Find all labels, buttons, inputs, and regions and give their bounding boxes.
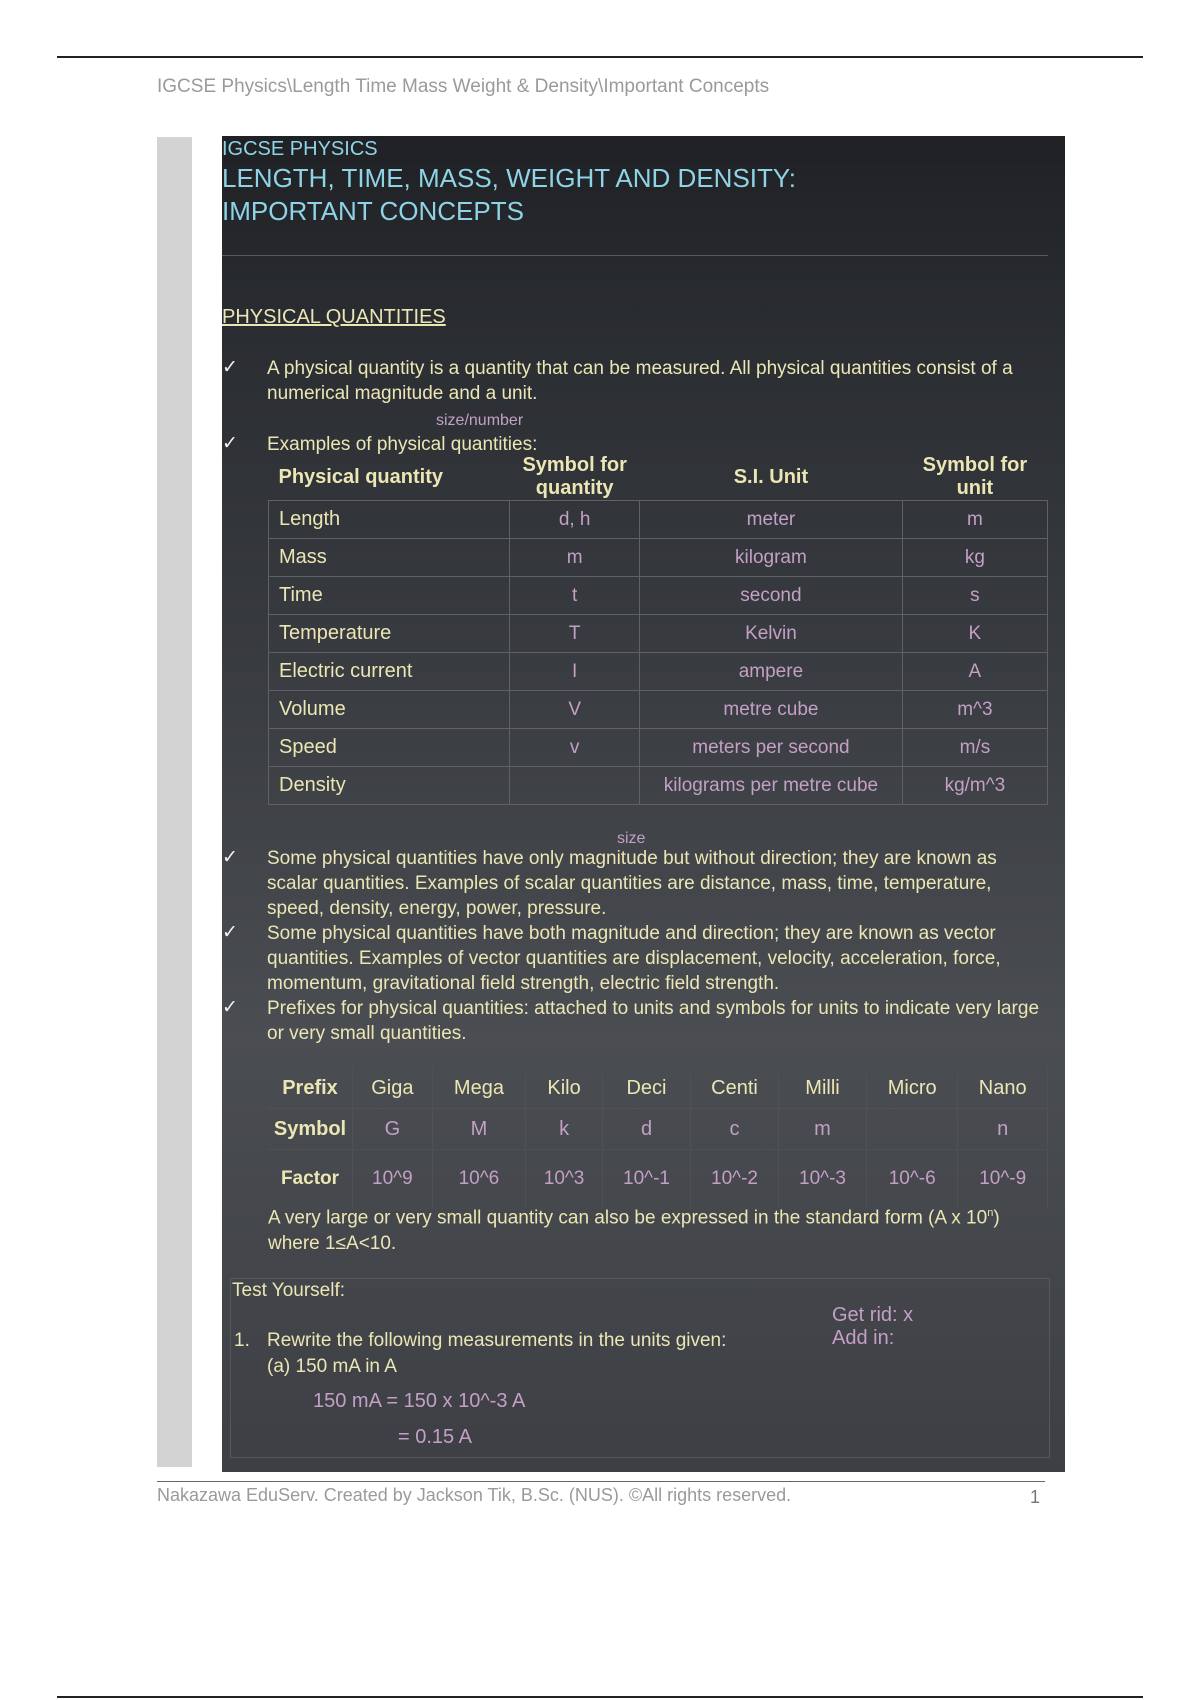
prefix-name-cell: Milli (779, 1068, 867, 1109)
si-unit-cell: kilograms per metre cube (640, 767, 903, 805)
bullet-scalar: Some physical quantities have only magnitude but without direction; they are known as scalar quantities. Examples of scalar quantities are distance, mass, time, temperature, speed, density, energy, power, pressure. (267, 848, 997, 919)
prefix-factor-cell: 10^-9 (958, 1150, 1048, 1209)
si-unit-cell: metre cube (640, 691, 903, 729)
quantity-symbol-cell: I (510, 653, 640, 691)
symbol-label: Symbol (268, 1109, 353, 1150)
handwritten-note (832, 1304, 913, 1350)
factor-label: Factor (268, 1150, 353, 1209)
quantity-name-cell: Temperature (269, 615, 510, 653)
unit-symbol-cell: m^3 (902, 691, 1047, 729)
prefix-factor-cell: 10^-1 (603, 1150, 691, 1209)
annotation-size: size (617, 830, 646, 847)
unit-symbol-cell: m (902, 501, 1047, 539)
table-row (269, 615, 1048, 653)
prefix-row (268, 1068, 1048, 1109)
course-label: IGCSE PHYSICS (222, 138, 378, 160)
slide-title-line1: LENGTH, TIME, MASS, WEIGHT AND DENSITY: (222, 163, 797, 193)
prefix-factor-cell: 10^-3 (779, 1150, 867, 1209)
quantity-name-cell: Mass (269, 539, 510, 577)
question-text: Rewrite the following measurements in the units given: (267, 1330, 727, 1351)
prefix-factor-cell: 10^9 (353, 1150, 433, 1209)
table-header: Symbol for quantity (522, 454, 627, 499)
prefix-label: Prefix (268, 1068, 353, 1109)
quantity-name-cell: Length (269, 501, 510, 539)
unit-symbol-cell: K (902, 615, 1047, 653)
slide-title-line2: IMPORTANT CONCEPTS (222, 196, 524, 226)
check-icon: ✓ (222, 847, 238, 868)
quantity-name-cell: Speed (269, 729, 510, 767)
si-unit-cell: Kelvin (640, 615, 903, 653)
standard-form-part2: ) where 1≤A<10. (268, 1207, 1000, 1255)
table-row (269, 501, 1048, 539)
footer-copyright: Nakazawa EduServ. Created by Jackson Tik, B.Sc. (NUS). ©All rights reserved. (157, 1485, 792, 1505)
prefix-name-cell: Deci (603, 1068, 691, 1109)
slide-content (222, 136, 1065, 1472)
prefix-factor-cell: 10^3 (526, 1150, 603, 1209)
prefix-name-cell: Kilo (526, 1068, 603, 1109)
table-header: Symbol for unit (922, 454, 1028, 499)
note-line1: Get rid: x (832, 1304, 914, 1326)
quantity-name-cell: Time (269, 577, 510, 615)
prefix-symbol-cell: c (691, 1109, 779, 1150)
si-unit-cell: ampere (640, 653, 903, 691)
prefix-symbol-cell (867, 1109, 958, 1150)
si-unit-cell: meter (640, 501, 903, 539)
quantity-symbol-cell: v (510, 729, 640, 767)
quantities-table (268, 454, 1048, 805)
bullet-definition: A physical quantity is a quantity that can be measured. All physical quantities consist of a numerical magnitude and a unit. (267, 358, 1013, 404)
standard-form-exponent: n (987, 1207, 994, 1219)
header-rule (57, 56, 1143, 58)
unit-symbol-cell: s (902, 577, 1047, 615)
prefix-symbol-cell: n (958, 1109, 1048, 1150)
quantity-name-cell: Volume (269, 691, 510, 729)
question-number: 1. (234, 1330, 250, 1351)
quantity-symbol-cell: m (510, 539, 640, 577)
unit-symbol-cell: kg (902, 539, 1047, 577)
standard-form-part1: A very large or very small quantity can also be expressed in the standard form (A x 10 (268, 1207, 988, 1229)
quantity-symbol-cell: t (510, 577, 640, 615)
quantity-name-cell: Electric current (269, 653, 510, 691)
prefix-symbol-cell: k (526, 1109, 603, 1150)
prefix-factor-cell: 10^6 (432, 1150, 525, 1209)
prefix-symbol-cell: M (432, 1109, 525, 1150)
table-header: Physical quantity (278, 465, 443, 488)
prefix-name-cell: Centi (691, 1068, 779, 1109)
prefix-name-cell: Nano (958, 1068, 1048, 1109)
prefix-name-cell: Micro (867, 1068, 958, 1109)
prefix-symbol-cell: m (779, 1109, 867, 1150)
prefix-factor-cell: 10^-2 (691, 1150, 779, 1209)
unit-symbol-cell: A (902, 653, 1047, 691)
table-row (269, 653, 1048, 691)
prefix-name-cell: Mega (432, 1068, 525, 1109)
si-unit-cell: meters per second (640, 729, 903, 767)
answer-line2: = 0.15 A (398, 1426, 472, 1448)
annotation-size-number: size/number (436, 412, 524, 429)
document-path: IGCSE Physics\Length Time Mass Weight & Density\Important Concepts (157, 76, 770, 97)
si-unit-cell: kilogram (640, 539, 903, 577)
standard-form-text (268, 1200, 1048, 1257)
table-row (269, 729, 1048, 767)
quantity-symbol-cell: d, h (510, 501, 640, 539)
quantity-symbol-cell (510, 767, 640, 805)
quantity-symbol-cell: V (510, 691, 640, 729)
prefix-factor-cell: 10^-6 (867, 1150, 958, 1209)
table-row (269, 539, 1048, 577)
table-row (269, 767, 1048, 805)
page-number: 1 (1030, 1487, 1041, 1507)
slide-margin-strip (157, 137, 192, 1467)
bullet-prefixes: Prefixes for physical quantities: attached to units and symbols for units to indicate very large or very small quantities. (267, 998, 1040, 1044)
bullet-vector: Some physical quantities have both magnitude and direction; they are known as vector quantities. Examples of vector quantities are displacement, velocity, acceleration, force, momentum, gravitational field strength, electric field strength. (267, 923, 1001, 994)
si-unit-cell: second (640, 577, 903, 615)
footer-rule (157, 1481, 1045, 1482)
check-icon: ✓ (222, 357, 238, 378)
unit-symbol-cell: m/s (902, 729, 1047, 767)
table-header-row (269, 454, 1048, 501)
check-icon: ✓ (222, 922, 238, 943)
test-yourself-label: Test Yourself: (232, 1280, 346, 1301)
check-icon: ✓ (222, 997, 238, 1018)
page-bottom-rule (57, 1696, 1143, 1698)
note-line2: Add in: (832, 1327, 895, 1349)
prefix-table (268, 1068, 1048, 1208)
check-icon: ✓ (222, 433, 238, 454)
symbol-row (268, 1109, 1048, 1150)
answer-line1: 150 mA = 150 x 10^-3 A (313, 1390, 526, 1412)
quantity-name-cell: Density (269, 767, 510, 805)
prefix-name-cell: Giga (353, 1068, 433, 1109)
title-divider (222, 255, 1048, 256)
prefix-symbol-cell: G (353, 1109, 433, 1150)
quantity-symbol-cell: T (510, 615, 640, 653)
table-row (269, 691, 1048, 729)
unit-symbol-cell: kg/m^3 (902, 767, 1047, 805)
prefix-symbol-cell: d (603, 1109, 691, 1150)
table-header: S.I. Unit (733, 465, 809, 488)
slide-title (222, 162, 796, 228)
table-row (269, 577, 1048, 615)
bullet-examples: Examples of physical quantities: (267, 434, 538, 455)
section-title: PHYSICAL QUANTITIES (222, 306, 446, 328)
question-part-a: (a) 150 mA in A (267, 1356, 397, 1377)
